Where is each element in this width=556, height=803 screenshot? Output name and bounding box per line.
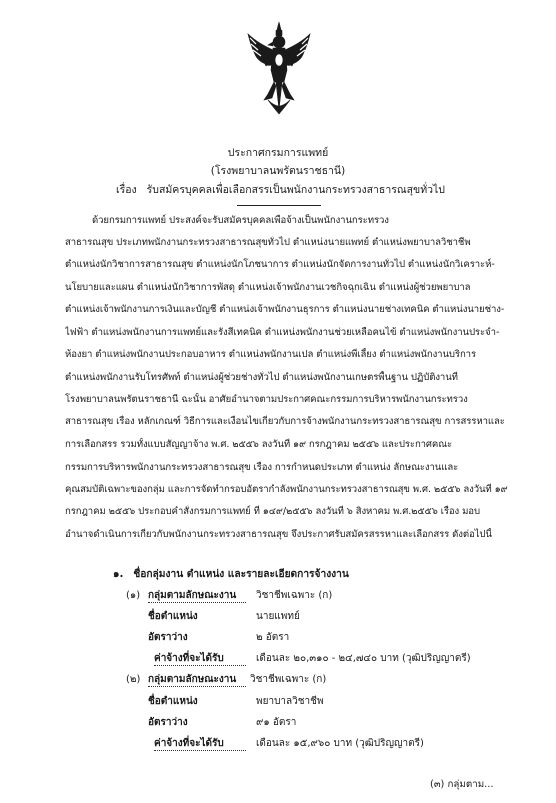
group-value: วิชาชีพเฉพาะ (ก) (250, 674, 327, 685)
group-value: วิชาชีพเฉพาะ (ก) (256, 590, 333, 601)
position-label: ชื่อตำแหน่ง (148, 696, 198, 707)
subject-line (116, 183, 445, 197)
section-number: ๑. (113, 569, 124, 580)
wage-value: เดือนละ ๒๐,๓๑๐ - ๒๔,๗๔๐ บาท (วุฒิปริญญาตรี) (256, 653, 471, 664)
body-line: ตำแหน่งพนักงานรับโทรศัพท์ ตำแหน่งผู้ช่วยช่างทั่วไป ตำแหน่งพนักงานเกษตรพื้นฐาน ปฏิบัติงานที่ (65, 372, 458, 383)
body-line: คุณสมบัติเฉพาะของกลุ่ม และการจัดทำกรอบอัตรากำลังพนักงานกระทรวงสาธารณสุข พ.ศ. ๒๕๕๖ ลงวันที่ ๑๙ (65, 484, 508, 495)
label-underline (154, 750, 246, 751)
position-value: นายแพทย์ (256, 611, 300, 622)
subject-label: เรื่อง (116, 184, 137, 196)
vacancy-label: อัตราว่าง (148, 632, 188, 643)
group-label: กลุ่มตามลักษณะงาน (148, 590, 237, 601)
body-line: ห้องยา ตำแหน่งพนักงานประกอบอาหาร ตำแหน่งพนักงานเปล ตำแหน่งพี่เลี้ยง ตำแหน่งพนักงานบริการ (65, 349, 477, 360)
section-heading (113, 566, 349, 582)
body-line: การเลือกสรร รวมทั้งแบบสัญญาจ้าง พ.ศ. ๒๕๕๖ ลงวันที่ ๑๙ กรกฎาคม ๒๕๕๖ และประกาศคณะ (65, 439, 453, 450)
section-title-text: ชื่อกลุ่มงาน ตำแหน่ง และรายละเอียดการจ้างงาน (133, 569, 349, 580)
body-line: ตำแหน่งนักวิชาการสาธารณสุข ตำแหน่งนักโภชนาการ ตำแหน่งนักจัดการงานทั่วไป ตำแหน่งนักวิเคราะห์- (65, 259, 495, 270)
garuda-emblem-icon (246, 20, 312, 116)
body-line: สาธารณสุข เรื่อง หลักเกณฑ์ วิธีการและเงื่อนไขเกี่ยวกับการจ้างพนักงานกระทรวงสาธารณสุข การสรรหาและ (65, 416, 505, 427)
label-underline (148, 686, 246, 687)
body-line: นโยบายและแผน ตำแหน่งนักวิชาการพัสดุ ตำแหน่งเจ้าพนักงานเวชกิจฉุกเฉิน ตำแหน่งผู้ช่วยพยาบาล (65, 282, 471, 293)
label-underline (154, 665, 246, 666)
body-line: กรรมการบริหารพนักงานกระทรวงสาธารณสุข เรื่อง การกำหนดประเภท ตำแหน่ง ลักษณะงานและ (65, 462, 459, 473)
subject-text: รับสมัครบุคคลเพื่อเลือกสรรเป็นพนักงานกระทรวงสาธารณสุขทั่วไป (146, 184, 445, 196)
body-line: กรกฎาคม ๒๕๕๖ ประกอบคำสั่งกรมการแพทย์ ที่ ๑๔๙/๒๕๕๖ ลงวันที่ ๖ สิงหาคม พ.ศ.๒๕๕๖ เรื่อง มอบ (65, 506, 480, 517)
wage-label: ค่าจ้างที่จะได้รับ (154, 738, 224, 749)
announcement-title: ประกาศกรมการแพทย์ (227, 147, 329, 159)
label-underline (148, 602, 246, 603)
position-value: พยาบาลวิชาชีพ (256, 696, 324, 707)
wage-label: ค่าจ้างที่จะได้รับ (154, 653, 224, 664)
body-line: โรงพยาบาลนพรัตนราชธานี ฉะนั้น อาศัยอำนาจตามประกาศคณะกรรมการบริหารพนักงานกระทรวง (65, 394, 468, 405)
wage-value: เดือนละ ๑๕,๙๖๐ บาท (วุฒิปริญญาตรี) (256, 738, 424, 749)
body-line: ตำแหน่งเจ้าพนักงานการเงินและบัญชี ตำแหน่งเจ้าพนักงานธุรการ ตำแหน่งนายช่างเทคนิค ตำแหน่งนายช่าง- (65, 304, 505, 315)
header-divider (237, 205, 321, 206)
body-line: สาธารณสุข ประเภทพนักงานกระทรวงสาธารณสุขทั่วไป ตำแหน่งนายแพทย์ ตำแหน่งพยาบาลวิชาชีพ (65, 237, 471, 248)
body-line: ไฟฟ้า ตำแหน่งพนักงานการแพทย์และรังสีเทคนิค ตำแหน่งพนักงานช่วยเหลือคนไข้ ตำแหน่งพนักงานประจำ- (65, 327, 500, 338)
group-label: กลุ่มตามลักษณะงาน (148, 674, 237, 685)
vacancy-label: อัตราว่าง (148, 717, 188, 728)
vacancy-value: ๙๑ อัตรา (256, 717, 297, 728)
body-line: ด้วยกรมการแพทย์ ประสงค์จะรับสมัครบุคคลเพื่อจ้างเป็นพนักงานกระทรวง (92, 215, 389, 226)
continuation-note: (๓) กลุ่มตาม... (430, 779, 494, 790)
hospital-name: (โรงพยาบาลนพรัตนราชธานี) (210, 165, 346, 177)
item-number: (๑) (126, 590, 141, 601)
body-line: อำนาจดำเนินการเกี่ยวกับพนักงานกระทรวงสาธารณสุข จึงประกาศรับสมัครสรรหาและเลือกสรร ดังต่อไปนี้ (65, 529, 492, 540)
position-label: ชื่อตำแหน่ง (148, 611, 198, 622)
vacancy-value: ๒ อัตรา (256, 632, 290, 643)
item-number: (๒) (126, 674, 141, 685)
